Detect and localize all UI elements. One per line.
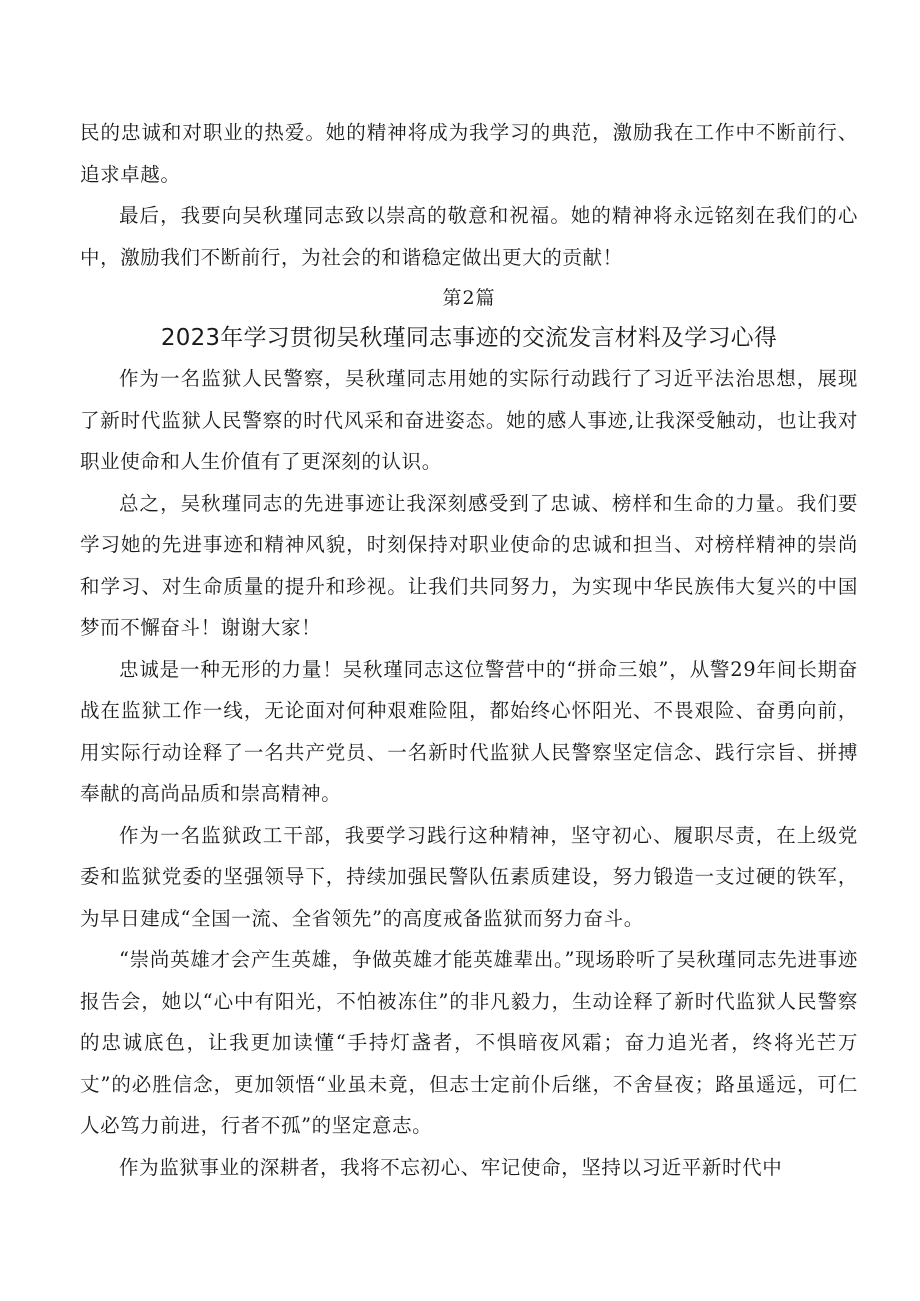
- body-paragraph: 最后，我要向吴秋瑾同志致以崇高的敬意和祝福。她的精神将永远铭刻在我们的心中，激励我们不断前行，为社会的和谐稳定做出更大的贡献！: [80, 204, 858, 269]
- body-paragraph: 作为一名监狱人民警察，吴秋瑾同志用她的实际行动践行了习近平法治思想，展现了新时代监狱人民警察的时代风采和奋进姿态。她的感人事迹,让我深受触动，也让我对职业使命和人生价值有了更深刻的认识。: [80, 367, 858, 473]
- body-paragraph: 作为监狱事业的深耕者，我将不忘初心、牢记使命，坚持以习近平新时代中: [119, 1155, 783, 1179]
- body-paragraph: 总之，吴秋瑾同志的先进事迹让我深刻感受到了忠诚、榜样和生命的力量。我们要学习她的先进事迹和精神风貌，时刻保持对职业使命的忠诚和担当、对榜样精神的崇尚和学习、对生命质量的提升和珍视。让我们共同努力，为实现中华民族伟大复兴的中国梦而不懈奋斗！谢谢大家！: [80, 491, 858, 639]
- section-label: 第2篇: [442, 287, 496, 309]
- body-paragraph: 忠诚是一种无形的力量！吴秋瑾同志这位警营中的“拼命三娘”，从警29年间长期奋战在监狱工作一线，无论面对何种艰难险阻，都始终心怀阳光、不畏艰险、奋勇向前，用实际行动诠释了一名共产党员、一名新时代监狱人民警察坚定信念、践行宗旨、拼搏奉献的高尚品质和崇高精神。: [80, 657, 858, 805]
- body-paragraph: “崇尚英雄才会产生英雄，争做英雄才能英雄辈出。”现场聆听了吴秋瑾同志先进事迹报告会，她以“心中有阳光，不怕被冻住”的非凡毅力，生动诠释了新时代监狱人民警察的忠诚底色，让我更加读懂“手持灯盏者，不惧暗夜风霜；奋力追光者，终将光芒万丈”的必胜信念，更加领悟“业虽未竟，但志士定前仆后继，不舍昼夜；路虽遥远，可仁人必笃力前进，行者不孤”的坚定意志。: [80, 948, 858, 1137]
- body-paragraph: 作为一名监狱政工干部，我要学习践行这种精神，坚守初心、履职尽责，在上级党委和监狱党委的坚强领导下，持续加强民警队伍素质建设，努力锻造一支过硬的铁军，为早日建成“全国一流、全省领先”的高度戒备监狱而努力奋斗。: [80, 823, 858, 930]
- body-paragraph: 民的忠诚和对职业的热爱。她的精神将成为我学习的典范，激励我在工作中不断前行、追求卓越。: [80, 121, 858, 186]
- document-title: 2023年学习贯彻吴秋瑾同志事迹的交流发言材料及学习心得: [160, 325, 778, 351]
